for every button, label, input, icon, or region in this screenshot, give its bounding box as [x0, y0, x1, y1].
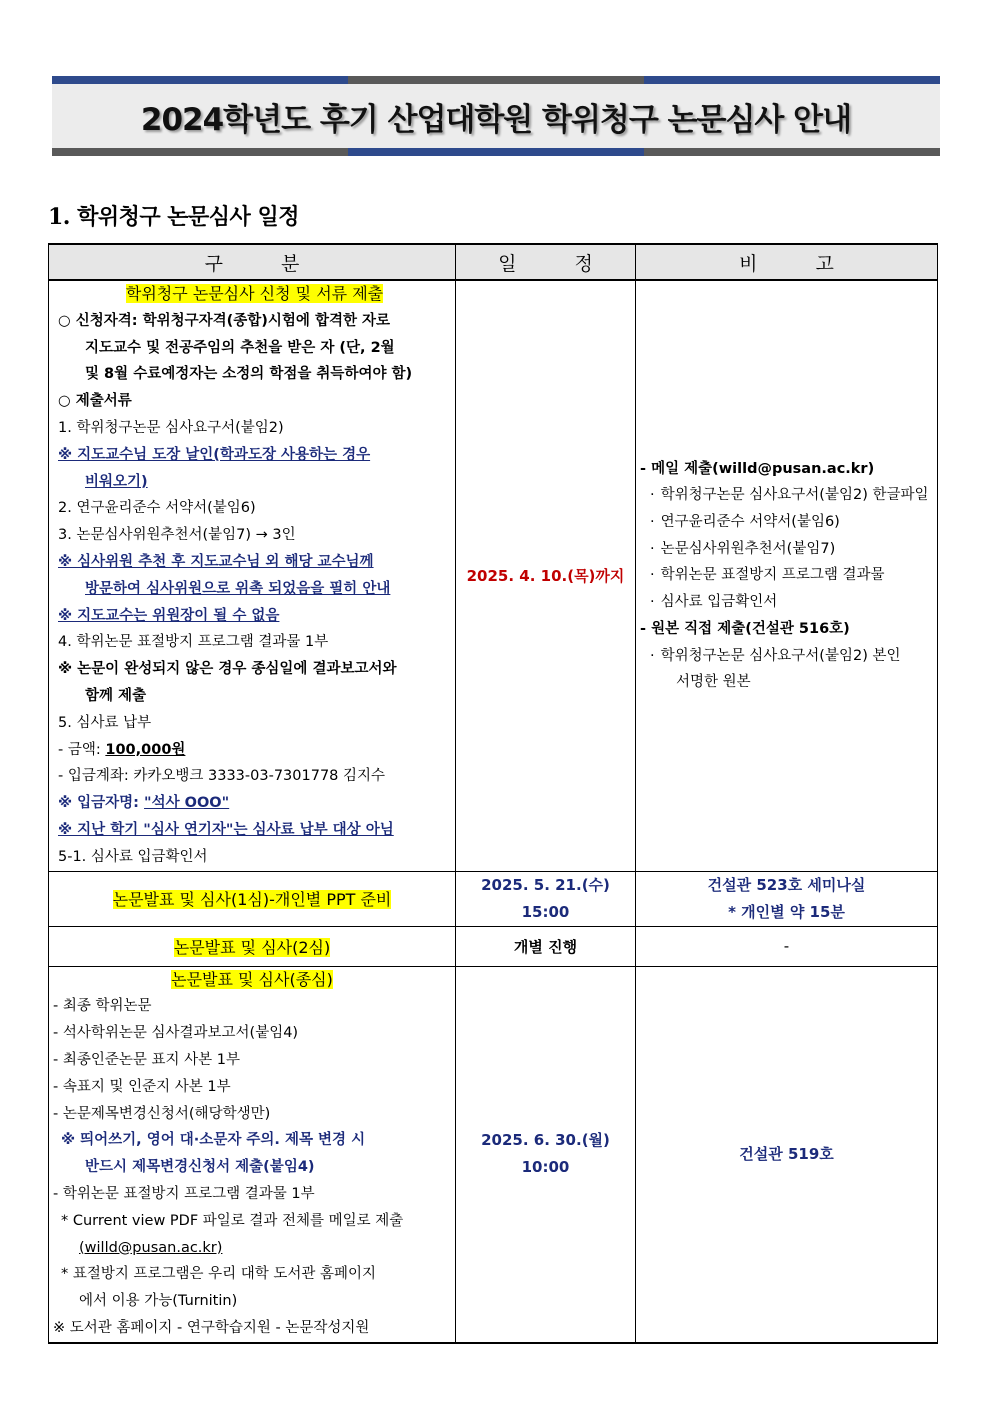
- text-line: 에서 이용 가능(Turnitin): [79, 1293, 238, 1310]
- row-title: 학위청구 논문심사 신청 및 서류 제출: [125, 284, 384, 303]
- text-line: - 논문제목변경신청서(해당학생만): [53, 1105, 271, 1122]
- list-item: · 학위청구논문 심사요구서(붙임2) 한글파일: [640, 482, 933, 509]
- list-item: · 학위청구논문 심사요구서(붙임2) 본인: [640, 643, 933, 670]
- text-line: 5. 심사료 납부: [58, 714, 152, 731]
- text-line: 함께 제출: [85, 687, 147, 704]
- list-item: · 학위논문 표절방지 프로그램 결과물: [640, 562, 933, 589]
- text-line: 비워오기): [85, 473, 148, 490]
- text-line: ※ 입금자명: "석사 OOO": [58, 795, 230, 812]
- table-row: [49, 280, 938, 871]
- text-line: - 속표지 및 인준지 사본 1부: [53, 1078, 231, 1095]
- text-line: 서명한 원본: [676, 674, 751, 691]
- banner-body: [52, 84, 940, 148]
- text-line: ※ 띄어쓰기, 영어 대·소문자 주의. 제목 변경 시: [61, 1132, 366, 1149]
- table-row: [49, 966, 938, 1343]
- list-item: · 심사료 입금확인서: [640, 589, 933, 616]
- header-category: 구 분: [49, 244, 456, 280]
- text-line: ※ 지도교수님 도장 날인(학과도장 사용하는 경우: [58, 446, 371, 463]
- banner-top-bar: [52, 76, 940, 84]
- text-line: 반드시 제목변경신청서 제출(붙임4): [85, 1159, 315, 1176]
- title-banner: [52, 76, 940, 156]
- text-line: - 원본 직접 제출(건설관 516호): [640, 620, 850, 637]
- submission-remarks: [636, 280, 938, 871]
- row-note: -: [636, 926, 938, 966]
- row-date: 2025. 5. 21.(수) 15:00: [456, 871, 636, 926]
- text-line: ※ 지난 학기 "심사 연기자"는 심사료 납부 대상 아님: [58, 821, 394, 838]
- text-line: ※ 도서관 홈페이지 - 연구학습지원 - 논문작성지원: [53, 1319, 370, 1336]
- page-title: 2024학년도 후기 산업대학원 학위청구 논문심사 안내: [140, 101, 852, 138]
- table-row: [49, 926, 938, 966]
- text-line: 2. 연구윤리준수 서약서(붙임6): [58, 500, 256, 517]
- text-line: 지도교수 및 전공주임의 추천을 받은 자 (단, 2월: [85, 339, 395, 356]
- row-date: 2025. 6. 30.(월) 10:00: [456, 966, 636, 1343]
- text-line: - 금액: 100,000원: [58, 741, 186, 758]
- row-date: 개별 진행: [456, 926, 636, 966]
- text-line: 방문하여 심사위원으로 위촉 되었음을 필히 안내: [85, 580, 391, 597]
- text-line: 5-1. 심사료 입금확인서: [58, 848, 208, 865]
- text-line: 4. 학위논문 표절방지 프로그램 결과물 1부: [58, 634, 329, 651]
- banner-bottom-bar: [52, 148, 940, 156]
- text-line: - 석사학위논문 심사결과보고서(붙임4): [53, 1025, 299, 1042]
- final-review-cell: [49, 966, 456, 1343]
- header-schedule: 일 정: [456, 244, 636, 280]
- row-note: 건설관 523호 세미나실 * 개인별 약 15분: [636, 871, 938, 926]
- schedule-table: [48, 243, 938, 1344]
- list-item: · 연구윤리준수 서약서(붙임6): [640, 509, 933, 536]
- row-title: 논문발표 및 심사(1심)-개인별 PPT 준비: [49, 871, 456, 926]
- text-line: - 메일 제출(willd@pusan.ac.kr): [640, 460, 875, 477]
- table-row: [49, 871, 938, 926]
- text-line: ※ 논문이 완성되지 않은 경우 종심일에 결과보고서와: [58, 661, 397, 678]
- submission-deadline: 2025. 4. 10.(목)까지: [456, 280, 636, 871]
- text-line: * 표절방지 프로그램은 우리 대학 도서관 홈페이지: [61, 1266, 377, 1283]
- text-line: - 학위논문 표절방지 프로그램 결과물 1부: [53, 1185, 315, 1202]
- row-note: 건설관 519호: [636, 966, 938, 1343]
- row-title: 논문발표 및 심사(2심): [49, 926, 456, 966]
- header-remarks: 비 고: [636, 244, 938, 280]
- row-title: 논문발표 및 심사(종심): [171, 969, 333, 989]
- text-line: 및 8월 수료예정자는 소정의 학점을 취득하여야 함): [85, 366, 413, 383]
- text-line: - 입금계좌: 카카오뱅크 3333-03-7301778 김지수: [58, 768, 386, 785]
- text-line: ※ 심사위원 추천 후 지도교수님 외 해당 교수님께: [58, 553, 374, 570]
- list-item: · 논문심사위원추천서(붙임7): [640, 536, 933, 563]
- text-line: ※ 지도교수는 위원장이 될 수 없음: [58, 607, 280, 624]
- text-line: - 최종 학위논문: [53, 998, 152, 1015]
- text-line: 3. 논문심사위원추천서(붙임7) → 3인: [58, 527, 296, 544]
- email-link[interactable]: (willd@pusan.ac.kr): [79, 1239, 223, 1256]
- table-header-row: [49, 244, 938, 280]
- submission-cell: [49, 280, 456, 871]
- text-line: - 최종인준논문 표지 사본 1부: [53, 1051, 240, 1068]
- text-line: * Current view PDF 파일로 결과 전체를 메일로 제출: [61, 1212, 404, 1229]
- section-heading: 1. 학위청구 논문심사 일정: [48, 204, 299, 230]
- text-line: ○ 제출서류: [58, 393, 132, 410]
- text-line: ○ 신청자격: 학위청구자격(종합)시험에 합격한 자로: [58, 312, 391, 329]
- text-line: 1. 학위청구논문 심사요구서(붙임2): [58, 419, 284, 436]
